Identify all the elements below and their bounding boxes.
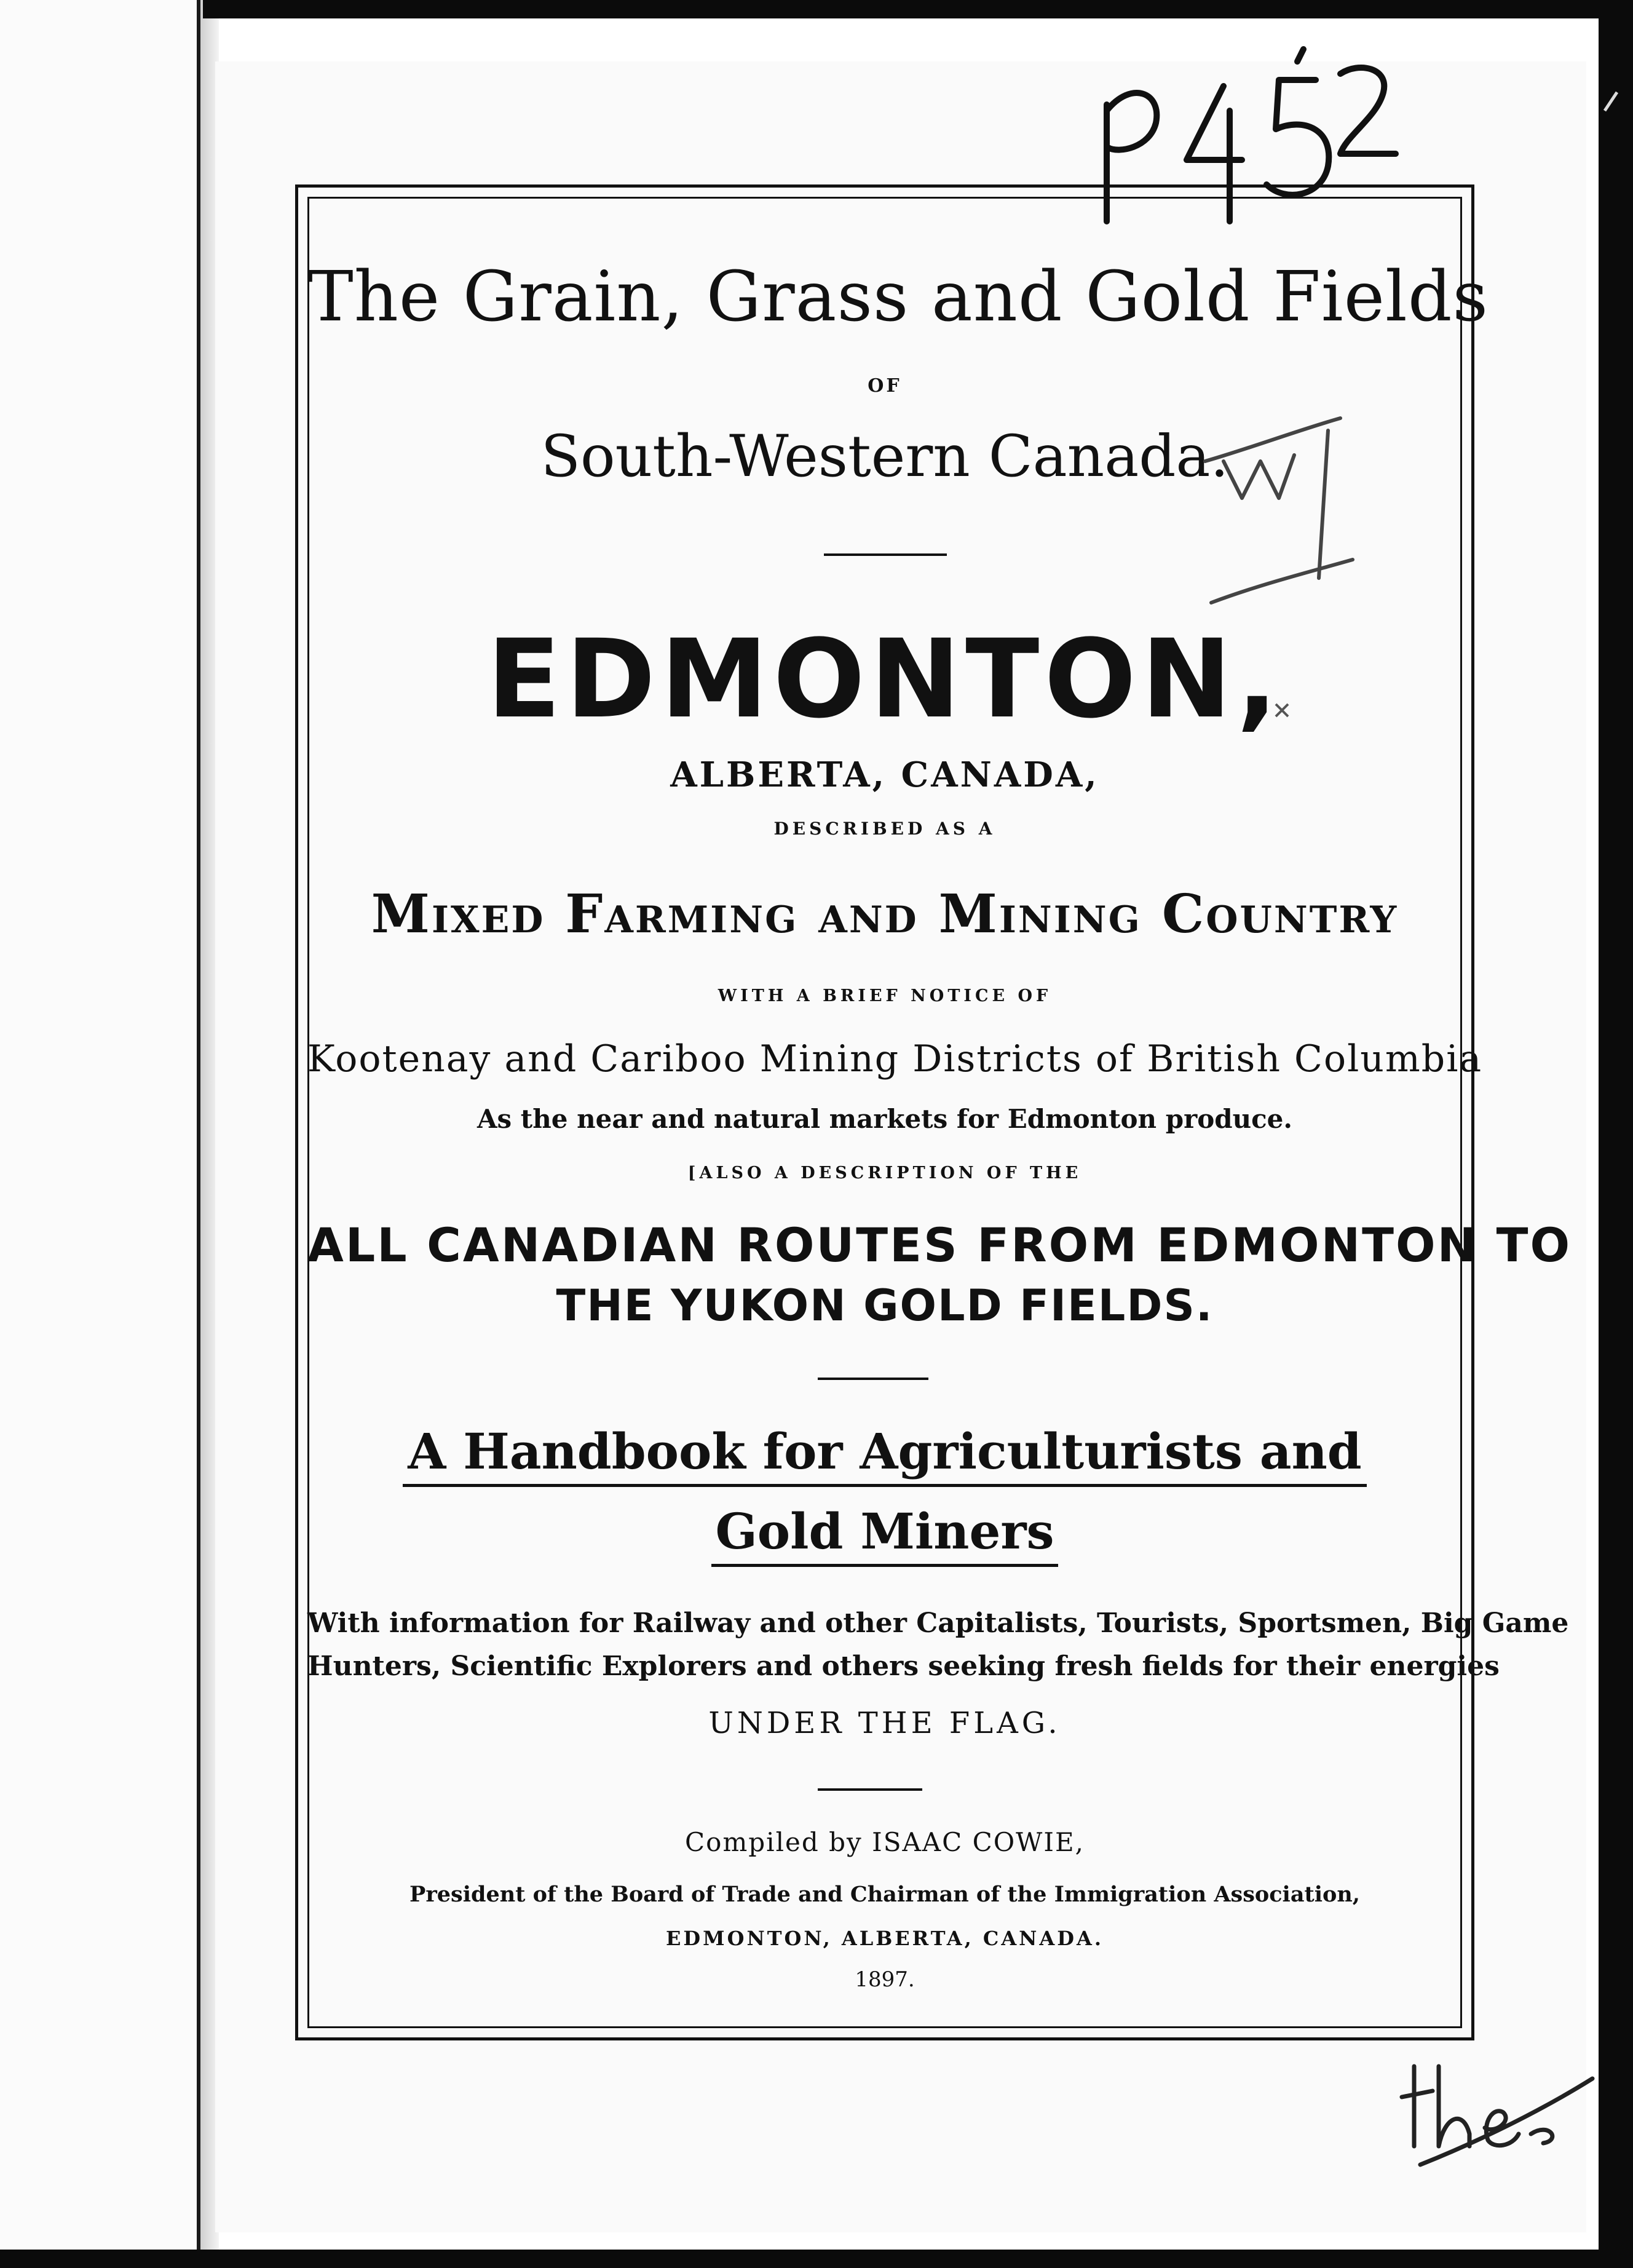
audience-line-2: Hunters, Scientific Explorers and others seeking fresh fields for their energies (307, 1651, 1500, 1682)
title-connector: OF (868, 375, 902, 397)
country-type-heading: Mixed Farming and Mining Country (371, 883, 1399, 945)
divider-rule (818, 1788, 922, 1791)
audience-line-1: With information for Railway and other Capitalists, Tourists, Sportsmen, Big Game (307, 1608, 1569, 1639)
handwritten-bottom-note (1396, 2042, 1599, 2171)
imprint-address: EDMONTON, ALBERTA, CANADA. (666, 1927, 1104, 1950)
pencil-x-mark (1273, 701, 1291, 720)
compiler-line: Compiled by ISAAC COWIE, (685, 1827, 1085, 1857)
scan-border-bottom (0, 2250, 1633, 2268)
publication-year: 1897. (855, 1967, 915, 1992)
province-line: ALBERTA, CANADA, (670, 755, 1099, 795)
handbook-subtitle-line-1 (307, 1421, 1462, 1482)
under-the-flag-line: UNDER THE FLAG. (708, 1706, 1061, 1740)
described-as-line: DESCRIBED AS A (773, 819, 996, 839)
handbook-subtitle-line-2 (307, 1501, 1462, 1562)
routes-heading-line-2: THE YUKON GOLD FIELDS. (556, 1280, 1214, 1331)
also-description-line: [ALSO A DESCRIPTION OF THE (687, 1164, 1082, 1183)
city-heading: EDMONTON, (486, 616, 1283, 742)
brief-notice-line: WITH A BRIEF NOTICE OF (718, 986, 1052, 1005)
scan-border-right (1599, 0, 1633, 2268)
handwritten-w-mark (1187, 394, 1396, 615)
compiler-title-line: President of the Board of Trade and Chairman of the Immigration Association, (409, 1882, 1360, 1907)
region-subtitle: South-Western Canada. (540, 423, 1229, 490)
divider-rule (818, 1378, 928, 1380)
divider-rule (824, 553, 947, 556)
handwritten-call-number (1082, 37, 1426, 234)
mining-districts-line: Kootenay and Cariboo Mining Districts of British Columbia (307, 1037, 1483, 1080)
facing-page-edge (0, 0, 200, 2268)
routes-heading-line-1: ALL CANADIAN ROUTES FROM EDMONTON TO (307, 1218, 1572, 1272)
markets-line: As the near and natural markets for Edmonton produce. (476, 1104, 1293, 1134)
handbook-subtitle-text-2: Gold Miners (711, 1502, 1058, 1567)
margin-tick (1599, 86, 1623, 117)
scan-border-top (203, 0, 1633, 18)
book-title: The Grain, Grass and Gold Fields (307, 257, 1489, 337)
handbook-subtitle-text-1: A Handbook for Agriculturists and (403, 1422, 1366, 1487)
